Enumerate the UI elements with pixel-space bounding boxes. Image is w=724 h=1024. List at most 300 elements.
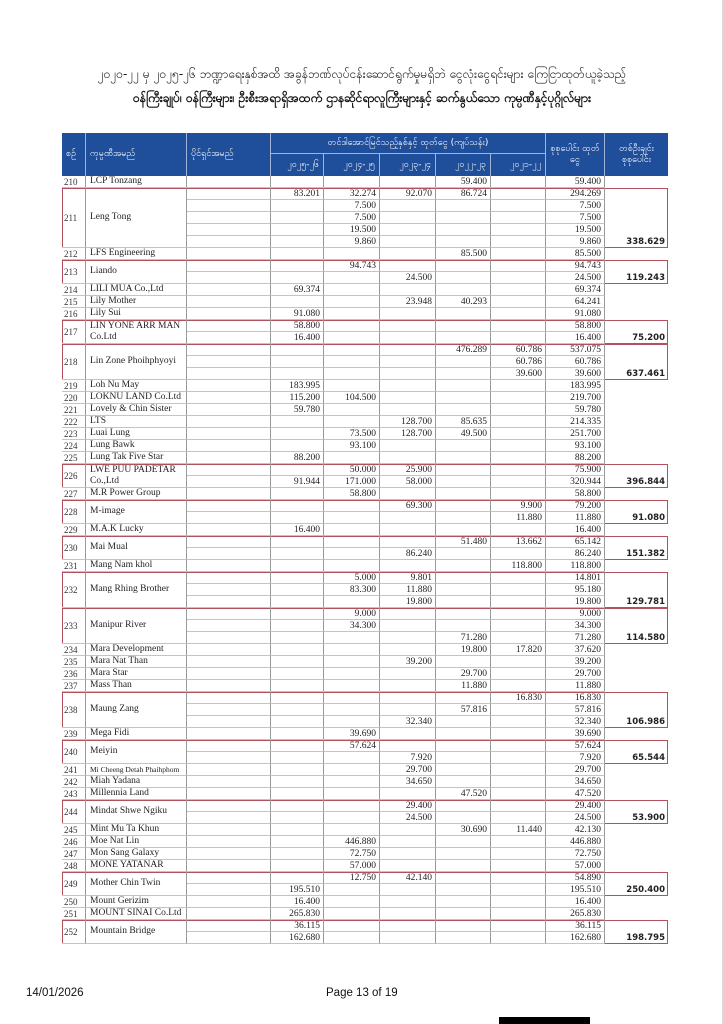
amount-cell: [491, 572, 546, 584]
table-row: [62, 740, 668, 764]
row-number: 250: [62, 896, 86, 908]
amount-cell: 94.743: [324, 260, 380, 272]
amount-cell: [436, 728, 491, 740]
table-row: [62, 416, 668, 428]
amount-cell: [271, 608, 324, 620]
table-body: [62, 176, 668, 944]
amount-cell: [491, 452, 546, 464]
table-subrow: [62, 560, 668, 572]
amount-cell: [271, 872, 324, 884]
company-name: Mara Star: [86, 668, 187, 680]
total-cell: 24.500: [546, 272, 605, 284]
amount-cell: 42.140: [380, 872, 436, 884]
total-cell: 19.500: [546, 224, 605, 236]
total-cell: 320.944: [546, 476, 605, 488]
total-cell: 71.280: [546, 632, 605, 644]
amount-cell: 16.830: [491, 692, 546, 704]
amount-cell: [491, 212, 546, 224]
total-cell: 11.880: [546, 680, 605, 692]
row-number: 241: [62, 764, 86, 776]
amount-cell: [324, 764, 380, 776]
total-cell: 16.830: [546, 692, 605, 704]
document-title-line-2: ဝန်ကြီးချုပ်၊ ဝန်ကြီးများ၊ ဦးစီးအရာရှိအထက် ဌာနဆိုင်ရာလူကြီးများနှင့် ဆက်နွယ်သော ကုမ္ပဏီနှင့်ပုဂ္ဂိုလ်များ: [133, 91, 591, 105]
amount-cell: [380, 620, 436, 632]
amount-cell: [491, 476, 546, 488]
table-subrow: [62, 488, 668, 500]
amount-cell: 57.000: [324, 860, 380, 872]
row-number: 225: [62, 452, 86, 464]
amount-cell: 29.700: [436, 668, 491, 680]
table-subrow: [62, 620, 668, 632]
amount-cell: 19.800: [436, 644, 491, 656]
company-name: Lung Bawk: [86, 440, 187, 452]
amount-cell: [324, 332, 380, 344]
amount-cell: [324, 680, 380, 692]
grand-total-value: 338.629: [626, 237, 665, 247]
total-cell: 88.200: [546, 452, 605, 464]
amount-cell: [491, 524, 546, 536]
amount-cell: [436, 380, 491, 392]
table-subrow: [62, 608, 668, 620]
owner-cell: [187, 548, 271, 560]
amount-cell: [271, 260, 324, 272]
company-name: Luai Lung: [86, 428, 187, 440]
amount-cell: [380, 440, 436, 452]
company-name: Lung Tak Five Star: [86, 452, 187, 464]
amount-cell: 40.293: [436, 296, 491, 308]
footer-date: 14/01/2026: [26, 987, 84, 999]
amount-cell: 16.400: [271, 896, 324, 908]
amount-cell: [491, 236, 546, 248]
header-year-2: ၂၀၂၄-၂၅: [324, 154, 380, 176]
amount-cell: 39.690: [324, 728, 380, 740]
amount-cell: [436, 812, 491, 824]
amount-cell: [380, 404, 436, 416]
amount-cell: [436, 620, 491, 632]
row-number: 229: [62, 524, 86, 536]
company-name: Miah Yadana: [86, 776, 187, 788]
total-cell: 195.510: [546, 884, 605, 896]
owner-cell: [187, 740, 271, 752]
amount-cell: [380, 932, 436, 944]
amount-cell: [271, 788, 324, 800]
total-cell: 29.700: [546, 764, 605, 776]
amount-cell: [436, 284, 491, 296]
amount-cell: 162.680: [271, 932, 324, 944]
amount-cell: [271, 428, 324, 440]
amount-cell: 60.786: [491, 356, 546, 368]
amount-cell: [324, 320, 380, 332]
table-subrow: [62, 884, 668, 896]
amount-cell: 34.300: [324, 620, 380, 632]
amount-cell: 73.500: [324, 428, 380, 440]
amount-cell: [491, 584, 546, 596]
amount-cell: [380, 212, 436, 224]
owner-cell: [187, 464, 271, 476]
total-cell: 32.340: [546, 716, 605, 728]
total-cell: 294.269: [546, 188, 605, 200]
amount-cell: [491, 740, 546, 752]
amount-cell: [271, 440, 324, 452]
grand-total-value: 91.080: [632, 513, 665, 523]
table-row: [62, 848, 668, 860]
table-row: [62, 680, 668, 692]
amount-cell: [324, 548, 380, 560]
amount-cell: [324, 632, 380, 644]
amount-cell: [380, 908, 436, 920]
amount-cell: 58.800: [324, 488, 380, 500]
total-cell: 47.520: [546, 788, 605, 800]
amount-cell: [436, 464, 491, 476]
owner-cell: [187, 668, 271, 680]
table-subrow: [62, 476, 668, 488]
amount-cell: [491, 488, 546, 500]
amount-cell: [271, 716, 324, 728]
row-number: 230: [62, 536, 86, 560]
total-cell: 57.000: [546, 860, 605, 872]
table-row: [62, 920, 668, 944]
companies-table: [62, 133, 668, 944]
amount-cell: [324, 272, 380, 284]
row-number: 249: [62, 872, 86, 896]
amount-cell: [324, 884, 380, 896]
amount-cell: [324, 644, 380, 656]
amount-cell: [271, 800, 324, 812]
grand-total-value: 250.400: [626, 885, 665, 895]
company-name: LFS Engineering: [86, 248, 187, 260]
owner-cell: [187, 212, 271, 224]
amount-cell: 7.920: [380, 752, 436, 764]
amount-cell: 9.801: [380, 572, 436, 584]
owner-cell: [187, 200, 271, 212]
amount-cell: [491, 440, 546, 452]
amount-cell: [380, 848, 436, 860]
table-row: [62, 176, 668, 188]
table-subrow: [62, 368, 668, 380]
table-subrow: [62, 548, 668, 560]
amount-cell: [491, 632, 546, 644]
table-subrow: [62, 824, 668, 836]
amount-cell: 11.880: [436, 680, 491, 692]
row-number: 247: [62, 848, 86, 860]
amount-cell: [436, 224, 491, 236]
row-number: 221: [62, 404, 86, 416]
amount-cell: [380, 344, 436, 356]
row-number: 237: [62, 680, 86, 692]
owner-cell: [187, 776, 271, 788]
table-row: [62, 908, 668, 920]
row-number: 252: [62, 920, 86, 944]
amount-cell: [380, 260, 436, 272]
amount-cell: 86.724: [436, 188, 491, 200]
table-subrow: [62, 752, 668, 764]
amount-cell: 11.440: [491, 824, 546, 836]
table-subrow: [62, 260, 668, 272]
amount-cell: [271, 248, 324, 260]
amount-cell: [324, 776, 380, 788]
total-cell: 214.335: [546, 416, 605, 428]
owner-cell: [187, 704, 271, 716]
company-name: LOKNU LAND Co.Ltd: [86, 392, 187, 404]
amount-cell: 59.780: [271, 404, 324, 416]
row-number: 227: [62, 488, 86, 500]
owner-cell: [187, 404, 271, 416]
table-subrow: [62, 536, 668, 548]
amount-cell: [271, 236, 324, 248]
amount-cell: [380, 824, 436, 836]
amount-cell: [491, 464, 546, 476]
owner-cell: [187, 284, 271, 296]
amount-cell: [491, 776, 546, 788]
company-name: Manipur River: [86, 608, 187, 644]
amount-cell: [491, 416, 546, 428]
owner-cell: [187, 428, 271, 440]
amount-cell: [271, 860, 324, 872]
total-cell: 16.400: [546, 896, 605, 908]
amount-cell: [380, 452, 436, 464]
owner-cell: [187, 248, 271, 260]
row-number: 239: [62, 728, 86, 740]
amount-cell: 59.400: [436, 176, 491, 188]
company-name: Mountain Bridge: [86, 920, 187, 944]
owner-cell: [187, 416, 271, 428]
grand-total-value: 396.844: [626, 477, 665, 487]
amount-cell: 60.786: [491, 344, 546, 356]
amount-cell: [491, 908, 546, 920]
amount-cell: [271, 824, 324, 836]
amount-cell: [324, 248, 380, 260]
amount-cell: [491, 668, 546, 680]
amount-cell: [324, 812, 380, 824]
amount-cell: [491, 608, 546, 620]
total-cell: 79.200: [546, 500, 605, 512]
amount-cell: [271, 752, 324, 764]
amount-cell: 19.500: [324, 224, 380, 236]
amount-cell: [380, 356, 436, 368]
amount-cell: [324, 800, 380, 812]
amount-cell: [380, 632, 436, 644]
row-number: 214: [62, 284, 86, 296]
amount-cell: 71.280: [436, 632, 491, 644]
total-cell: 36.115: [546, 920, 605, 932]
row-number: 224: [62, 440, 86, 452]
amount-cell: 83.300: [324, 584, 380, 596]
amount-cell: [380, 728, 436, 740]
amount-cell: [436, 200, 491, 212]
amount-cell: [436, 356, 491, 368]
amount-cell: [324, 596, 380, 608]
amount-cell: [436, 836, 491, 848]
amount-cell: [271, 200, 324, 212]
table-subrow: [62, 704, 668, 716]
amount-cell: [271, 416, 324, 428]
amount-cell: 39.200: [380, 656, 436, 668]
company-name: LIN YONE ARR MAN Co.Ltd: [86, 320, 187, 344]
owner-cell: [187, 476, 271, 488]
total-cell: 219.700: [546, 392, 605, 404]
owner-cell: [187, 860, 271, 872]
table-subrow: [62, 908, 668, 920]
amount-cell: [324, 752, 380, 764]
amount-cell: [324, 512, 380, 524]
table-row: [62, 836, 668, 848]
amount-cell: [491, 716, 546, 728]
owner-cell: [187, 620, 271, 632]
amount-cell: [380, 668, 436, 680]
amount-cell: [436, 872, 491, 884]
amount-cell: [436, 692, 491, 704]
amount-cell: [491, 428, 546, 440]
amount-cell: [436, 440, 491, 452]
document-title-line-1: ၂၀၂၀-၂၂ မှ ၂၀၂၅-၂၆ ဘဏ္ဍာရေးနှစ်အထိ အခွန်ဘဏ်လုပ်ငန်းဆောင်ရွက်မှုမရှိဘဲ ငွေလုံးငွေရင်းများ ကြေငြာထုတ်ယူခဲ့သည့်: [97, 67, 627, 81]
header-total: စုစုပေါင်း ထုတ်ငွေ: [546, 133, 605, 176]
table-subrow: [62, 572, 668, 584]
total-cell: 39.600: [546, 368, 605, 380]
amount-cell: [271, 224, 324, 236]
owner-cell: [187, 848, 271, 860]
amount-cell: [436, 656, 491, 668]
total-cell: 60.786: [546, 356, 605, 368]
amount-cell: [436, 548, 491, 560]
row-number: 246: [62, 836, 86, 848]
amount-cell: 19.800: [380, 596, 436, 608]
table-subrow: [62, 872, 668, 884]
table-row: [62, 668, 668, 680]
amount-cell: [491, 200, 546, 212]
total-cell: 162.680: [546, 932, 605, 944]
grand-total-value: 151.382: [626, 549, 665, 559]
amount-cell: [491, 404, 546, 416]
amount-cell: 17.820: [491, 644, 546, 656]
table-row: [62, 644, 668, 656]
amount-cell: [271, 296, 324, 308]
grand-total-value: 106.986: [626, 717, 665, 727]
amount-cell: [324, 284, 380, 296]
grand-total-value: 75.200: [632, 333, 665, 343]
amount-cell: [491, 920, 546, 932]
table-subrow: [62, 272, 668, 284]
owner-cell: [187, 656, 271, 668]
company-name: Mint Mu Ta Khun: [86, 824, 187, 836]
owner-cell: [187, 896, 271, 908]
total-cell: 34.650: [546, 776, 605, 788]
amount-cell: [380, 512, 436, 524]
total-cell: 7.920: [546, 752, 605, 764]
amount-cell: [271, 812, 324, 824]
total-cell: 69.374: [546, 284, 605, 296]
table-subrow: [62, 176, 668, 188]
amount-cell: [436, 260, 491, 272]
row-number: 210: [62, 176, 86, 188]
amount-cell: [324, 344, 380, 356]
row-number: 226: [62, 464, 86, 488]
amount-cell: [491, 308, 546, 320]
amount-cell: [324, 356, 380, 368]
table-row: [62, 536, 668, 560]
table-subrow: [62, 308, 668, 320]
company-name: Lin Zone Phoihphyoyi: [86, 344, 187, 380]
amount-cell: 47.520: [436, 788, 491, 800]
table-subrow: [62, 668, 668, 680]
owner-cell: [187, 764, 271, 776]
amount-cell: [324, 380, 380, 392]
amount-cell: [271, 176, 324, 188]
total-cell: 265.830: [546, 908, 605, 920]
amount-cell: [491, 656, 546, 668]
table-subrow: [62, 800, 668, 812]
owner-cell: [187, 368, 271, 380]
amount-cell: 11.880: [380, 584, 436, 596]
row-number: 211: [62, 188, 86, 248]
total-cell: 34.300: [546, 620, 605, 632]
total-cell: 183.995: [546, 380, 605, 392]
amount-cell: [436, 404, 491, 416]
total-cell: 95.180: [546, 584, 605, 596]
row-number: 213: [62, 260, 86, 284]
amount-cell: 118.800: [491, 560, 546, 572]
owner-cell: [187, 632, 271, 644]
total-cell: 29.400: [546, 800, 605, 812]
amount-cell: [491, 848, 546, 860]
total-cell: 7.500: [546, 200, 605, 212]
grand-total-value: 637.461: [626, 369, 665, 379]
amount-cell: [491, 248, 546, 260]
amount-cell: 7.500: [324, 212, 380, 224]
row-number: 242: [62, 776, 86, 788]
amount-cell: [324, 668, 380, 680]
table-row: [62, 728, 668, 740]
amount-cell: [380, 284, 436, 296]
header-tender-group: တင်ဒါအောင်မြင်သည့်နှစ်နှင့် ထုတ်ငွေ (ကျပ်သန်း): [271, 133, 546, 154]
amount-cell: [324, 656, 380, 668]
amount-cell: 128.700: [380, 428, 436, 440]
table-subrow: [62, 344, 668, 356]
table-row: [62, 560, 668, 572]
amount-cell: [491, 728, 546, 740]
amount-cell: [380, 380, 436, 392]
total-cell: 11.880: [546, 512, 605, 524]
amount-cell: [380, 608, 436, 620]
amount-cell: [491, 176, 546, 188]
row-number: 220: [62, 392, 86, 404]
table-row: [62, 788, 668, 800]
table-subrow: [62, 404, 668, 416]
amount-cell: 32.274: [324, 188, 380, 200]
header-grand-total: တစ်ဦးချင်း စုစုပေါင်း: [619, 143, 654, 165]
table-row: [62, 692, 668, 728]
owner-cell: [187, 692, 271, 704]
amount-cell: 195.510: [271, 884, 324, 896]
table-subrow: [62, 584, 668, 596]
amount-cell: 50.000: [324, 464, 380, 476]
amount-cell: [380, 680, 436, 692]
amount-cell: [380, 200, 436, 212]
amount-cell: [271, 368, 324, 380]
row-number: 232: [62, 572, 86, 608]
amount-cell: 58.000: [380, 476, 436, 488]
table-subrow: [62, 416, 668, 428]
owner-cell: [187, 320, 271, 332]
company-name: Mass Than: [86, 680, 187, 692]
amount-cell: [271, 272, 324, 284]
table-row: [62, 572, 668, 608]
amount-cell: [436, 896, 491, 908]
total-cell: 94.743: [546, 260, 605, 272]
amount-cell: [491, 860, 546, 872]
amount-cell: [324, 536, 380, 548]
grand-total-value: 198.795: [626, 933, 665, 943]
amount-cell: 128.700: [380, 416, 436, 428]
